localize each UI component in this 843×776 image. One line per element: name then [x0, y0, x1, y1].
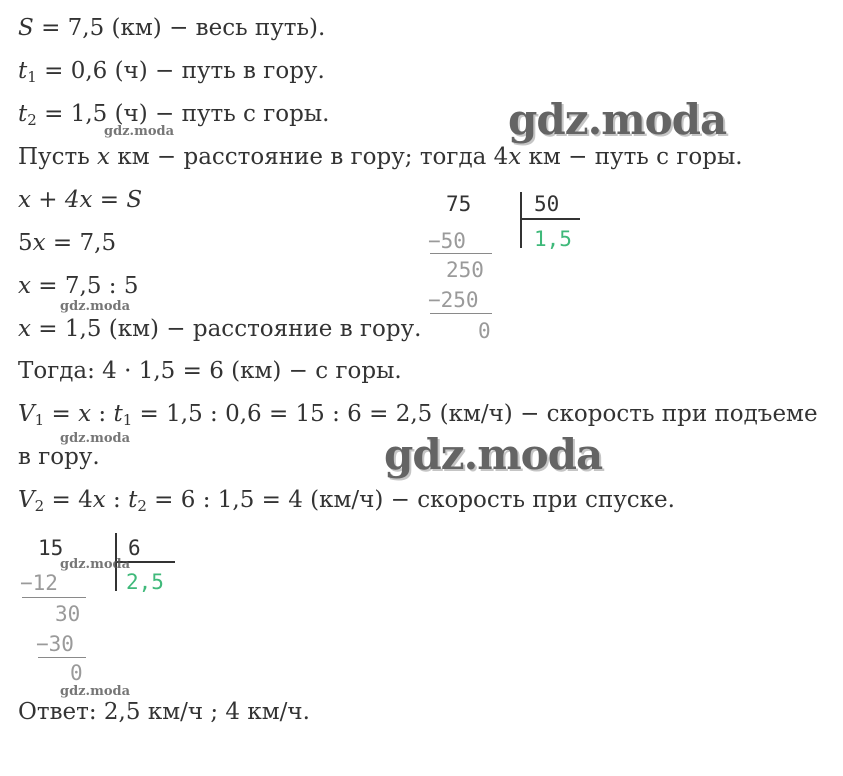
line-text: = 4: [44, 487, 93, 513]
watermark-small: gdz.moda: [60, 299, 131, 314]
line-text: = 0,6 (ч) − путь в гору.: [36, 58, 325, 84]
line-text: = 7,5 : 5: [30, 273, 139, 299]
watermark-small: gdz.moda: [60, 684, 131, 699]
remainder: 0: [70, 661, 83, 685]
solution-line-let: [18, 143, 743, 171]
solution-line-v1: [18, 400, 818, 434]
line-text: =: [44, 401, 79, 427]
subscript: 2: [34, 497, 45, 515]
variable-t: t: [128, 487, 138, 513]
variable-x: x: [18, 316, 31, 342]
dividend: 15: [38, 536, 64, 560]
subtrahend: −50: [428, 229, 466, 253]
equation-x-div: [18, 272, 138, 300]
line-text: = 7,5 (км) − весь путь).: [33, 15, 326, 41]
remainder: 250: [446, 258, 484, 282]
underline: [38, 657, 86, 658]
line-text: :: [91, 401, 114, 427]
watermark-small: gdz.moda: [104, 124, 175, 139]
answer-line: Ответ: 2,5 км/ч ; 4 км/ч.: [18, 699, 310, 725]
line-text: 5: [18, 230, 33, 256]
variable-t: t: [113, 401, 123, 427]
solution-line-uphill: в гору.: [18, 444, 100, 470]
variable-x: x: [92, 487, 106, 513]
underline: [430, 253, 492, 254]
equation-sum: x + 4x = S: [18, 187, 143, 213]
dividend: 75: [446, 192, 472, 216]
variable-x: x: [97, 144, 111, 170]
variable-x: x: [32, 230, 46, 256]
line-text: = 7,5: [45, 230, 117, 256]
subscript: 1: [34, 411, 45, 429]
variable-s: S: [18, 15, 34, 41]
subscript: 2: [27, 111, 37, 129]
solution-line-v2: [18, 486, 675, 520]
variable-t: t: [18, 58, 28, 84]
divisor: 50: [534, 192, 560, 216]
line-text: :: [105, 487, 129, 513]
quotient: 2,5: [126, 570, 164, 594]
subtrahend: −30: [36, 632, 74, 656]
divisor: 6: [128, 536, 141, 560]
line-text: км − путь с горы.: [521, 144, 743, 170]
division-bar-horizontal: [520, 218, 580, 220]
variable-x: x: [78, 401, 92, 427]
watermark-small: gdz.moda: [60, 431, 131, 446]
solution-line-then: Тогда: 4 · 1,5 = 6 (км) − с горы.: [18, 358, 402, 384]
line-text: = 1,5 : 0,6 = 15 : 6 = 2,5 (км/ч) − скорость при подъеме: [132, 401, 818, 427]
variable-x: x: [18, 273, 31, 299]
variable-v: V: [18, 487, 35, 513]
subtrahend: −12: [20, 571, 58, 595]
solution-line-t1: [18, 57, 325, 91]
underline: [430, 313, 492, 314]
subscript: 2: [137, 497, 147, 515]
subscript: 1: [27, 68, 37, 86]
division-bar-vertical: [520, 192, 522, 248]
remainder: 30: [55, 602, 81, 626]
line-text: км − расстояние в гору; тогда 4: [110, 144, 509, 170]
variable-x: x: [508, 144, 522, 170]
solution-line-distance: [18, 14, 325, 42]
subtrahend: −250: [428, 288, 479, 312]
line-text: = 1,5 (км) − расстояние в гору.: [30, 316, 422, 342]
subscript: 1: [122, 411, 133, 429]
underline: [22, 597, 86, 598]
line-text: Пусть: [18, 144, 98, 170]
line-text: = 6 : 1,5 = 4 (км/ч) − скорость при спуске.: [146, 487, 675, 513]
watermark-small: gdz.moda: [60, 557, 131, 572]
equation-x-result: [18, 315, 421, 343]
line-text: = 1,5 (ч) − путь с горы.: [36, 101, 330, 127]
watermark-logo: gdz.moda: [384, 430, 603, 479]
remainder: 0: [478, 319, 491, 343]
variable-v: V: [18, 401, 35, 427]
watermark-logo: gdz.moda: [508, 95, 727, 144]
quotient: 1,5: [534, 227, 572, 251]
equation-5x: [18, 229, 116, 257]
variable-t: t: [18, 101, 28, 127]
